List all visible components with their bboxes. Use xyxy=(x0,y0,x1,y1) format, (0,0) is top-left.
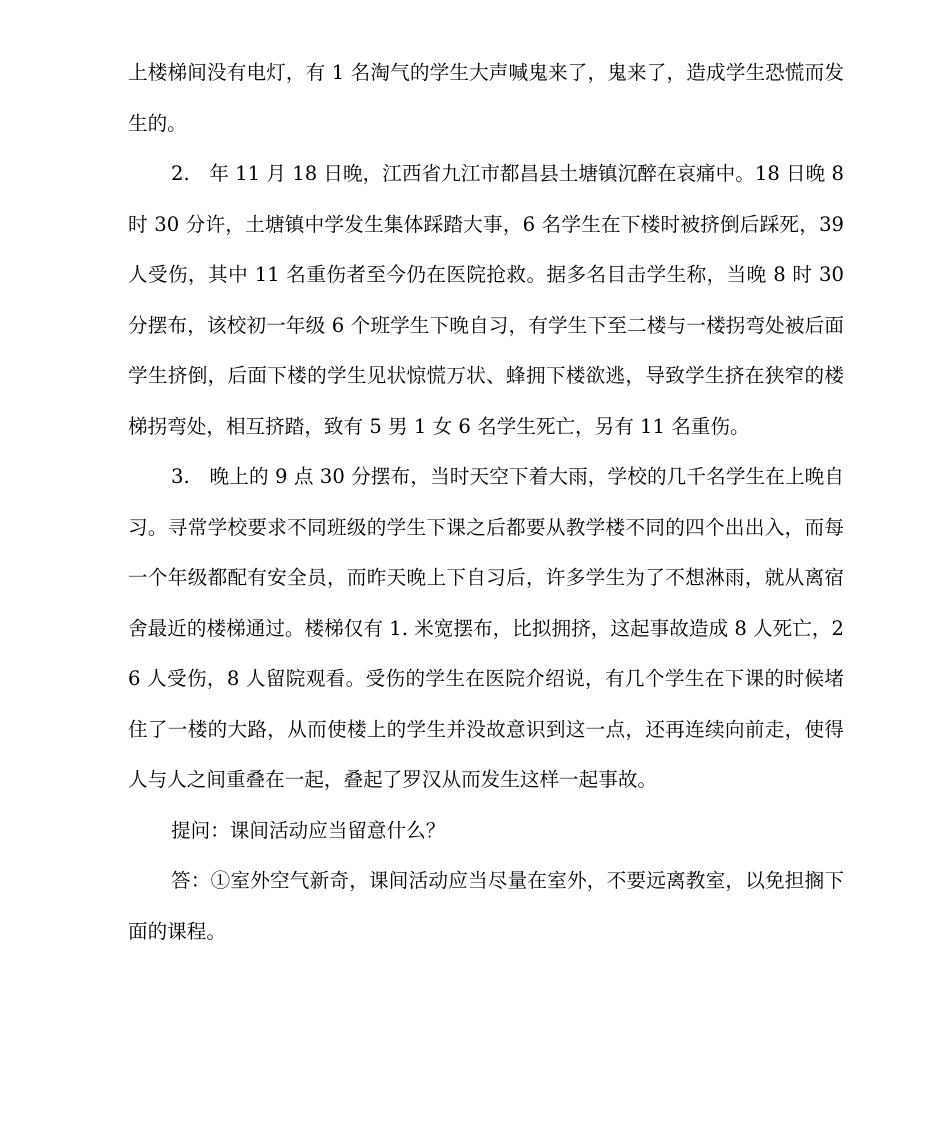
paragraph-question: 提问：课间活动应当留意什么？ xyxy=(171,818,446,842)
paragraph-answer: 答：①室外空气新奇，课间活动应当尽量在室外，不要远离教室，以免担搁下面的课程。 xyxy=(128,869,844,943)
paragraph-continuation: 上楼梯间没有电灯，有 1 名淘气的学生大声喊鬼来了，鬼来了，造成学生恐慌而发生的。 xyxy=(128,61,844,135)
paragraph-incident-3: 3. 晚上的 9 点 30 分摆布，当时天空下着大雨，学校的几千名学生在上晚自习。寻常学校要求不同班级的学生下课之后都要从教学楼不同的四个出出入，而每一个年级都配有安全员，而昨天晚上下自习后，许多学生为了不想淋雨，就从离宿舍最近的楼梯通过。楼梯仅有 1. 米宽摆布，比拟拥挤，这起事故造成 8 人死亡，26 人受伤，8 人留院观看。受伤的学生在医院介绍说，有几个学生在下课的时候堵住了一楼的大路，从而使楼上的学生并没故意识到这一点，还再连续向前走，使得人与人之间重叠在一起，叠起了罗汉从而发生这样一起事故。 xyxy=(128,465,844,791)
document-page xyxy=(128,48,844,957)
paragraph-incident-2: 2. 年 11 月 18 日晚，江西省九江市都昌县土塘镇沉醉在哀痛中。18 日晚 8 时 30 分许，土塘镇中学发生集体踩踏大事，6 名学生在下楼时被挤倒后踩死，39 人受伤，其中 11 名重伤者至今仍在医院抢救。据多名目击学生称，当晚 8 时 30 分摆布，该校初一年级 6 个班学生下晚自习，有学生下至二楼与一楼拐弯处被后面学生挤倒，后面下楼的学生见状惊慌万状、蜂拥下楼欲逃，导致学生挤在狭窄的楼梯拐弯处，相互挤踏，致有 5 男 1 女 6 名学生死亡，另有 11 名重伤。 xyxy=(128,162,844,438)
